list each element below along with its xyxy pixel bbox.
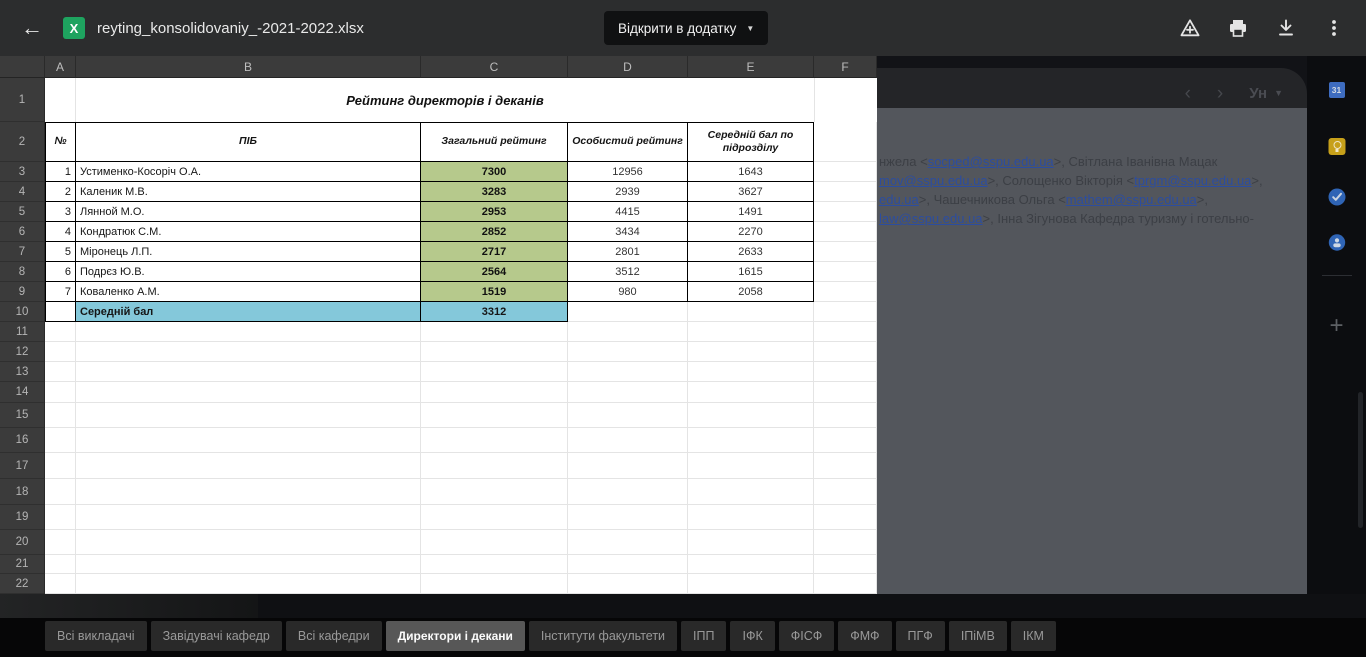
email-text: >, xyxy=(1196,192,1209,207)
row-header-5: 5 xyxy=(0,202,45,222)
empty-cell xyxy=(814,362,877,382)
empty-cell xyxy=(76,362,421,382)
row-header-1: 1 xyxy=(0,78,45,122)
empty-cell xyxy=(568,428,688,453)
email-text: >, Чашечникова Ольга < xyxy=(918,192,1066,207)
open-in-app-button[interactable] xyxy=(604,11,768,45)
sender-initials: Ун xyxy=(1249,84,1268,102)
empty-cell xyxy=(814,222,877,242)
row-header-10: 10 xyxy=(0,302,45,322)
header-total-rating: Загальний рейтинг xyxy=(421,122,568,162)
personal-rating-cell: 3434 xyxy=(568,222,688,242)
empty-cell xyxy=(45,530,76,555)
empty-cell xyxy=(814,574,877,594)
empty-cell xyxy=(421,428,568,453)
table-title: Рейтинг директорів і деканів xyxy=(346,92,544,108)
email-address-link: law@sspu.edu.ua xyxy=(879,211,983,226)
preview-top-bar xyxy=(0,0,1366,56)
email-address-link: edu.ua xyxy=(879,192,919,207)
name-cell: Подрєз Ю.В. xyxy=(76,262,421,282)
empty-cell xyxy=(688,322,814,342)
table-row xyxy=(45,262,877,282)
column-header-c: C xyxy=(421,56,568,78)
side-panel-divider xyxy=(1322,275,1352,276)
empty-cell xyxy=(814,479,877,505)
tasks-icon xyxy=(1328,188,1346,206)
empty-cell xyxy=(688,403,814,428)
header-avg-score: Середній бал по підрозділу xyxy=(688,122,814,162)
empty-cell xyxy=(76,342,421,362)
empty-cell xyxy=(688,574,814,594)
empty-row xyxy=(45,505,877,530)
row-headers xyxy=(0,78,45,594)
empty-cell xyxy=(814,202,877,222)
total-rating-cell: 7300 xyxy=(421,162,568,182)
total-rating-cell: 2852 xyxy=(421,222,568,242)
sender-avatar xyxy=(1249,85,1283,102)
email-address-link: mathem@sspu.edu.ua xyxy=(1065,192,1197,207)
empty-cell xyxy=(688,428,814,453)
empty-cell xyxy=(568,382,688,403)
header-personal-rating: Особистий рейтинг xyxy=(568,122,688,162)
empty-cell xyxy=(568,530,688,555)
column-header-f: F xyxy=(814,56,877,78)
empty-cell xyxy=(688,382,814,403)
empty-cell xyxy=(76,530,421,555)
sheet-tab-fmf[interactable]: ФМФ xyxy=(838,621,891,651)
footer-total-cell: 3312 xyxy=(421,302,568,322)
empty-row xyxy=(45,530,877,555)
empty-cell xyxy=(45,479,76,505)
email-line xyxy=(879,171,1299,190)
empty-cell xyxy=(568,322,688,342)
empty-cell xyxy=(568,302,688,322)
empty-cell xyxy=(688,555,814,574)
row-header-2: 2 xyxy=(0,122,45,162)
empty-cell xyxy=(814,78,877,122)
rank-cell: 3 xyxy=(45,202,76,222)
empty-cell xyxy=(76,322,421,342)
empty-cell xyxy=(814,242,877,262)
rank-cell: 5 xyxy=(45,242,76,262)
total-rating-cell: 2564 xyxy=(421,262,568,282)
empty-cell xyxy=(814,282,877,302)
row-header-20: 20 xyxy=(0,530,45,555)
chevron-down-icon: ▼ xyxy=(746,23,755,33)
row-header-15: 15 xyxy=(0,403,45,428)
empty-cell xyxy=(421,453,568,479)
row-header-18: 18 xyxy=(0,479,45,505)
empty-cell xyxy=(421,403,568,428)
empty-row xyxy=(45,322,877,342)
row-header-17: 17 xyxy=(0,453,45,479)
personal-rating-cell: 980 xyxy=(568,282,688,302)
empty-cell xyxy=(45,78,76,122)
column-header-e: E xyxy=(688,56,814,78)
column-header-d: D xyxy=(568,56,688,78)
empty-cell xyxy=(421,382,568,403)
empty-cell xyxy=(814,302,877,322)
sheet-tab-ikm[interactable]: ІКМ xyxy=(1011,621,1056,651)
email-text: нжела < xyxy=(879,154,928,169)
rank-cell: 1 xyxy=(45,162,76,182)
empty-cell xyxy=(76,453,421,479)
empty-cell xyxy=(814,382,877,403)
sheet-grid xyxy=(45,78,877,594)
email-recipients-text xyxy=(879,152,1299,228)
sheet-tab-bar xyxy=(0,618,1366,657)
sheet-tab-dyrektory-i-dekany-active[interactable]: Директори і декани xyxy=(386,621,525,651)
empty-row xyxy=(45,382,877,403)
table-header-row xyxy=(45,122,877,162)
empty-cell xyxy=(568,574,688,594)
name-cell: Коваленко А.М. xyxy=(76,282,421,302)
row-header-16: 16 xyxy=(0,428,45,453)
row-header-3: 3 xyxy=(0,162,45,182)
add-addon-icon: + xyxy=(1329,312,1344,339)
email-text: >, Світлана Іванівна Мацак xyxy=(1053,154,1218,169)
empty-cell xyxy=(568,453,688,479)
empty-cell xyxy=(814,162,877,182)
empty-cell xyxy=(814,122,877,162)
empty-cell xyxy=(421,574,568,594)
column-headers xyxy=(0,56,877,78)
name-cell: Міронець Л.П. xyxy=(76,242,421,262)
avg-score-cell: 1491 xyxy=(688,202,814,222)
rank-cell: 6 xyxy=(45,262,76,282)
table-footer-row xyxy=(45,302,877,322)
sheet-tab-vsi-kafedry[interactable]: Всі кафедри xyxy=(286,621,382,651)
title-row xyxy=(45,78,877,122)
older-email-arrow-icon: › xyxy=(1216,82,1224,104)
empty-cell xyxy=(688,302,814,322)
sheet-body xyxy=(0,78,877,594)
empty-cell xyxy=(568,479,688,505)
name-cell: Лянной М.О. xyxy=(76,202,421,222)
empty-cell xyxy=(688,479,814,505)
sheet-tab-ipp[interactable]: ІПП xyxy=(681,621,726,651)
table-row xyxy=(45,182,877,202)
contacts-icon xyxy=(1328,234,1345,251)
email-header xyxy=(1185,82,1283,104)
empty-cell xyxy=(568,505,688,530)
empty-cell xyxy=(814,342,877,362)
empty-cell xyxy=(688,342,814,362)
total-rating-cell: 1519 xyxy=(421,282,568,302)
row-header-7: 7 xyxy=(0,242,45,262)
empty-cell xyxy=(814,428,877,453)
avg-score-cell: 2270 xyxy=(688,222,814,242)
sheet-tab-vsi-vykladachi[interactable]: Всі викладачі xyxy=(45,621,147,651)
empty-cell xyxy=(688,453,814,479)
row-header-22: 22 xyxy=(0,574,45,594)
email-line xyxy=(879,152,1299,171)
email-address-link: tprgm@sspu.edu.ua xyxy=(1134,173,1252,188)
empty-cell xyxy=(45,453,76,479)
personal-rating-cell: 2801 xyxy=(568,242,688,262)
newer-email-arrow-icon: ‹ xyxy=(1184,82,1191,104)
email-address-link: mov@sspu.edu.ua xyxy=(879,173,988,188)
top-bar-actions xyxy=(1166,0,1358,56)
empty-cell xyxy=(688,530,814,555)
total-rating-cell: 3283 xyxy=(421,182,568,202)
row-header-13: 13 xyxy=(0,362,45,382)
corner-header-cell xyxy=(0,56,45,78)
email-address-link: socped@sspu.edu.ua xyxy=(927,154,1054,169)
empty-row xyxy=(45,428,877,453)
empty-row xyxy=(45,479,877,505)
row-header-4: 4 xyxy=(0,182,45,202)
avg-score-cell: 1643 xyxy=(688,162,814,182)
row-header-9: 9 xyxy=(0,282,45,302)
empty-cell xyxy=(76,505,421,530)
empty-cell xyxy=(421,342,568,362)
footer-label: Середній бал xyxy=(76,302,421,322)
empty-cell xyxy=(76,382,421,403)
empty-cell xyxy=(814,403,877,428)
avg-score-cell: 2633 xyxy=(688,242,814,262)
table-row xyxy=(45,282,877,302)
empty-cell xyxy=(568,362,688,382)
spreadsheet-preview xyxy=(0,56,877,594)
personal-rating-cell: 12956 xyxy=(568,162,688,182)
empty-cell xyxy=(45,428,76,453)
empty-cell xyxy=(76,403,421,428)
header-name: ПІБ xyxy=(76,122,421,162)
table-row xyxy=(45,222,877,242)
empty-row xyxy=(45,453,877,479)
background-photo-fragment xyxy=(0,594,258,618)
table-row xyxy=(45,202,877,222)
empty-cell xyxy=(568,555,688,574)
file-name: reyting_konsolidovaniy_-2021-2022.xlsx xyxy=(97,19,364,37)
empty-cell xyxy=(45,403,76,428)
row-header-6: 6 xyxy=(0,222,45,242)
empty-cell xyxy=(814,530,877,555)
calendar-icon: 31 xyxy=(1329,82,1345,98)
chevron-down-icon: ▼ xyxy=(1274,88,1283,98)
empty-cell xyxy=(76,555,421,574)
email-text: >, xyxy=(1251,173,1263,188)
empty-cell xyxy=(421,322,568,342)
empty-cell xyxy=(814,555,877,574)
empty-cell xyxy=(45,342,76,362)
sheet-tab-pgf[interactable]: ПГФ xyxy=(896,621,945,651)
avg-score-cell: 3627 xyxy=(688,182,814,202)
row-header-21: 21 xyxy=(0,555,45,574)
empty-cell xyxy=(421,555,568,574)
keep-icon xyxy=(1328,138,1345,155)
avg-score-cell: 1615 xyxy=(688,262,814,282)
empty-cell xyxy=(76,428,421,453)
back-button[interactable]: ← xyxy=(21,15,43,40)
empty-cell xyxy=(45,302,76,322)
sheet-tab-zaviduvachi-kafedr[interactable]: Завідувачі кафедр xyxy=(151,621,282,651)
empty-cell xyxy=(814,322,877,342)
table-row xyxy=(45,242,877,262)
empty-cell xyxy=(45,555,76,574)
empty-cell xyxy=(45,574,76,594)
empty-cell xyxy=(814,262,877,282)
sheet-tab-ifk[interactable]: ІФК xyxy=(730,621,774,651)
empty-row xyxy=(45,342,877,362)
empty-cell xyxy=(688,362,814,382)
empty-row xyxy=(45,574,877,594)
email-text: >, Солощенко Вікторія < xyxy=(987,173,1135,188)
empty-cell xyxy=(45,382,76,403)
empty-cell xyxy=(814,505,877,530)
xlsx-file-icon: X xyxy=(63,17,85,39)
personal-rating-cell: 2939 xyxy=(568,182,688,202)
empty-cell xyxy=(568,403,688,428)
personal-rating-cell: 4415 xyxy=(568,202,688,222)
empty-row xyxy=(45,362,877,382)
background-scrollbar xyxy=(1358,392,1363,528)
row-header-19: 19 xyxy=(0,505,45,530)
email-line xyxy=(879,209,1299,228)
row-header-12: 12 xyxy=(0,342,45,362)
name-cell: Кондратюк С.М. xyxy=(76,222,421,242)
empty-cell xyxy=(76,479,421,505)
total-rating-cell: 2717 xyxy=(421,242,568,262)
empty-row xyxy=(45,403,877,428)
personal-rating-cell: 3512 xyxy=(568,262,688,282)
empty-cell xyxy=(688,505,814,530)
empty-cell xyxy=(421,362,568,382)
column-header-a: A xyxy=(45,56,76,78)
empty-cell xyxy=(45,362,76,382)
empty-row xyxy=(45,555,877,574)
empty-cell xyxy=(421,530,568,555)
empty-cell xyxy=(814,453,877,479)
sheet-tab-fisf[interactable]: ФІСФ xyxy=(779,621,835,651)
empty-cell xyxy=(45,322,76,342)
empty-rows xyxy=(45,322,877,594)
email-line xyxy=(879,190,1299,209)
open-in-app-label: Відкрити в додатку xyxy=(618,20,737,36)
print-button[interactable] xyxy=(1214,4,1262,52)
email-text: >, Інна Зігунова Кафедра туризму і готельно- xyxy=(982,211,1254,226)
download-button[interactable] xyxy=(1262,4,1310,52)
header-num: № xyxy=(45,122,76,162)
more-options-button[interactable] xyxy=(1310,4,1358,52)
empty-cell xyxy=(45,505,76,530)
total-rating-cell: 2953 xyxy=(421,202,568,222)
rank-cell: 2 xyxy=(45,182,76,202)
empty-cell xyxy=(421,505,568,530)
avg-score-cell: 2058 xyxy=(688,282,814,302)
rank-cell: 7 xyxy=(45,282,76,302)
sheet-tab-instytuty-fakultety[interactable]: Інститути факультети xyxy=(529,621,677,651)
row-header-8: 8 xyxy=(0,262,45,282)
name-cell: Устименко-Косоріч О.А. xyxy=(76,162,421,182)
name-cell: Каленик М.В. xyxy=(76,182,421,202)
empty-cell xyxy=(76,574,421,594)
column-header-b: B xyxy=(76,56,421,78)
sheet-tab-ipimv[interactable]: ІПіМВ xyxy=(949,621,1007,651)
add-shortcut-to-drive-button[interactable] xyxy=(1166,4,1214,52)
row-header-11: 11 xyxy=(0,322,45,342)
rank-cell: 4 xyxy=(45,222,76,242)
row-header-14: 14 xyxy=(0,382,45,403)
empty-cell xyxy=(421,479,568,505)
empty-cell xyxy=(568,342,688,362)
table-row xyxy=(45,162,877,182)
empty-cell xyxy=(814,182,877,202)
